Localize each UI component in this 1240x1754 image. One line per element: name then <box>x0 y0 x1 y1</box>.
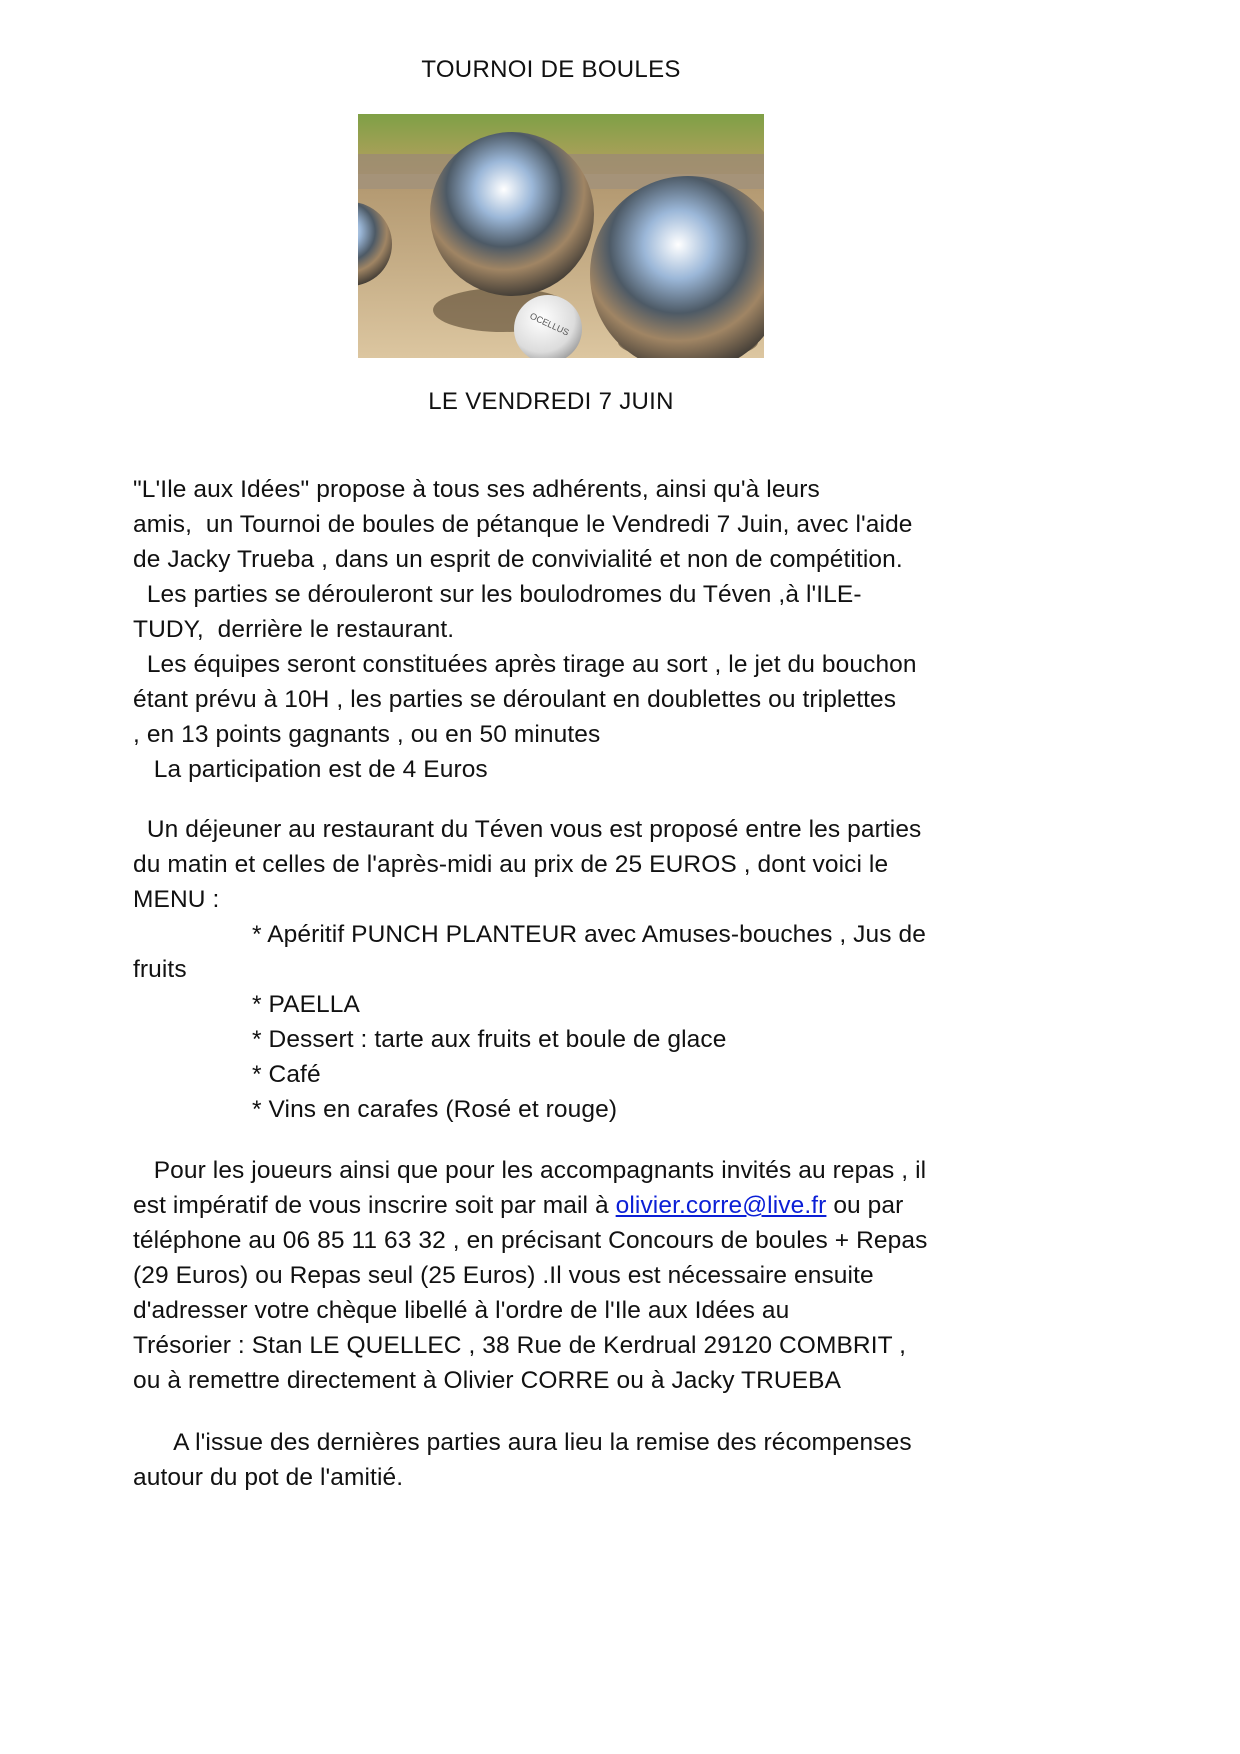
registration-paragraph <box>133 1153 1093 1398</box>
petanque-illustration <box>358 114 764 358</box>
intro-line: amis, un Tournoi de boules de pétanque le Vendredi 7 Juin, avec l'aide <box>133 511 913 538</box>
menu-item: * Vins en carafes (Rosé et rouge) <box>252 1096 618 1123</box>
intro-line: , en 13 points gagnants , ou en 50 minutes <box>133 721 601 748</box>
cochonnet-label: OCELLUS <box>528 310 571 338</box>
registration-line: (29 Euros) ou Repas seul (25 Euros) .Il vous est nécessaire ensuite <box>133 1262 874 1289</box>
phone-line: téléphone au 06 85 11 63 32 , en précisant Concours de boules + Repas <box>133 1227 928 1254</box>
registration-text: ou par <box>826 1192 904 1219</box>
treasurer-address: Trésorier : Stan LE QUELLEC , 38 Rue de Kerdrual 29120 COMBRIT , <box>133 1332 907 1359</box>
menu-item: * PAELLA <box>252 991 360 1018</box>
closing-paragraph <box>133 1425 1093 1495</box>
registration-line: d'adresser votre chèque libellé à l'ordre de l'Ile aux Idées au <box>133 1297 790 1324</box>
event-date-heading: LE VENDREDI 7 JUIN <box>428 388 674 415</box>
petanque-photo <box>358 114 764 358</box>
intro-line: étant prévu à 10H , les parties se déroulant en doublettes ou triplettes <box>133 686 897 713</box>
closing-line: autour du pot de l'amitié. <box>133 1464 404 1491</box>
intro-paragraph <box>133 472 1093 787</box>
registration-line: Pour les joueurs ainsi que pour les accompagnants invités au repas , il <box>133 1157 927 1184</box>
intro-line: Les équipes seront constituées après tirage au sort , le jet du bouchon <box>133 651 917 678</box>
registration-line <box>133 1188 1093 1223</box>
menu-item: * Café <box>252 1061 321 1088</box>
boule-center <box>430 132 594 296</box>
menu-item: * Apéritif PUNCH PLANTEUR avec Amuses-bouches , Jus de <box>252 921 926 948</box>
registration-text: est impératif de vous inscrire soit par mail à <box>133 1192 616 1219</box>
document-title: TOURNOI DE BOULES <box>421 56 681 83</box>
intro-line: Les parties se dérouleront sur les boulodromes du Téven ,à l'ILE- <box>133 581 862 608</box>
participation-fee: La participation est de 4 Euros <box>133 756 488 783</box>
registration-line: ou à remettre directement à Olivier CORRE ou à Jacky TRUEBA <box>133 1367 842 1394</box>
intro-line: TUDY, derrière le restaurant. <box>133 616 455 643</box>
closing-line: A l'issue des dernières parties aura lieu la remise des récompenses <box>133 1429 912 1456</box>
menu-item-continuation: fruits <box>133 956 187 983</box>
menu-item: * Dessert : tarte aux fruits et boule de glace <box>252 1026 727 1053</box>
menu-heading: MENU : <box>133 886 220 913</box>
intro-line: de Jacky Trueba , dans un esprit de convivialité et non de compétition. <box>133 546 903 573</box>
email-link[interactable]: olivier.corre@live.fr <box>615 1192 827 1219</box>
lunch-line: du matin et celles de l'après-midi au prix de 25 EUROS , dont voici le <box>133 851 889 878</box>
lunch-paragraph <box>133 812 1093 1127</box>
lunch-line: Un déjeuner au restaurant du Téven vous est proposé entre les parties <box>133 816 922 843</box>
intro-line: "L'Ile aux Idées" propose à tous ses adhérents, ainsi qu'à leurs <box>133 476 820 503</box>
